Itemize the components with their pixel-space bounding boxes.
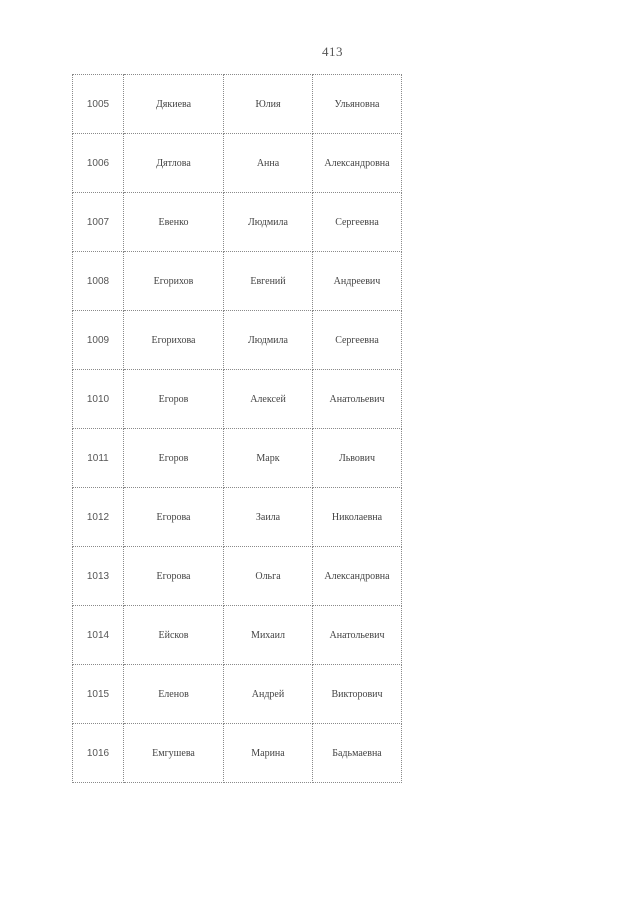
- patronymic: Николаевна: [313, 488, 402, 547]
- first-name: Андрей: [224, 665, 313, 724]
- table-row: [73, 75, 402, 134]
- first-name: Михаил: [224, 606, 313, 665]
- last-name: Дякиева: [124, 75, 224, 134]
- patronymic: Анатольевич: [313, 370, 402, 429]
- first-name: Юлия: [224, 75, 313, 134]
- row-number: 1014: [73, 606, 124, 665]
- last-name: Егорова: [124, 547, 224, 606]
- first-name: Заила: [224, 488, 313, 547]
- first-name: Марина: [224, 724, 313, 783]
- patronymic: Львович: [313, 429, 402, 488]
- first-name: Людмила: [224, 311, 313, 370]
- page-number: 413: [322, 44, 343, 59]
- row-number: 1013: [73, 547, 124, 606]
- table-row: [73, 370, 402, 429]
- row-number: 1006: [73, 134, 124, 193]
- last-name: Ейсков: [124, 606, 224, 665]
- patronymic: Александровна: [313, 134, 402, 193]
- row-number: 1005: [73, 75, 124, 134]
- table-row: [73, 665, 402, 724]
- table-row: [73, 724, 402, 783]
- last-name: Емгушева: [124, 724, 224, 783]
- table-row: [73, 193, 402, 252]
- table-row: [73, 547, 402, 606]
- patronymic: Викторович: [313, 665, 402, 724]
- last-name: Евенко: [124, 193, 224, 252]
- first-name: Ольга: [224, 547, 313, 606]
- patronymic: Андреевич: [313, 252, 402, 311]
- last-name: Егорихова: [124, 311, 224, 370]
- row-number: 1009: [73, 311, 124, 370]
- patronymic: Сергеевна: [313, 193, 402, 252]
- roster-table: [72, 74, 402, 783]
- table-row: [73, 429, 402, 488]
- patronymic: Анатольевич: [313, 606, 402, 665]
- table-row: [73, 606, 402, 665]
- first-name: Алексей: [224, 370, 313, 429]
- table-row: [73, 134, 402, 193]
- last-name: Егорова: [124, 488, 224, 547]
- row-number: 1015: [73, 665, 124, 724]
- row-number: 1008: [73, 252, 124, 311]
- patronymic: Ульяновна: [313, 75, 402, 134]
- row-number: 1010: [73, 370, 124, 429]
- row-number: 1007: [73, 193, 124, 252]
- first-name: Анна: [224, 134, 313, 193]
- table-row: [73, 311, 402, 370]
- table-row: [73, 252, 402, 311]
- first-name: Марк: [224, 429, 313, 488]
- last-name: Дятлова: [124, 134, 224, 193]
- last-name: Егорихов: [124, 252, 224, 311]
- first-name: Людмила: [224, 193, 313, 252]
- patronymic: Александровна: [313, 547, 402, 606]
- row-number: 1012: [73, 488, 124, 547]
- last-name: Еленов: [124, 665, 224, 724]
- table-row: [73, 488, 402, 547]
- patronymic: Сергеевна: [313, 311, 402, 370]
- row-number: 1011: [73, 429, 124, 488]
- last-name: Егоров: [124, 429, 224, 488]
- row-number: 1016: [73, 724, 124, 783]
- last-name: Егоров: [124, 370, 224, 429]
- patronymic: Бадьмаевна: [313, 724, 402, 783]
- first-name: Евгений: [224, 252, 313, 311]
